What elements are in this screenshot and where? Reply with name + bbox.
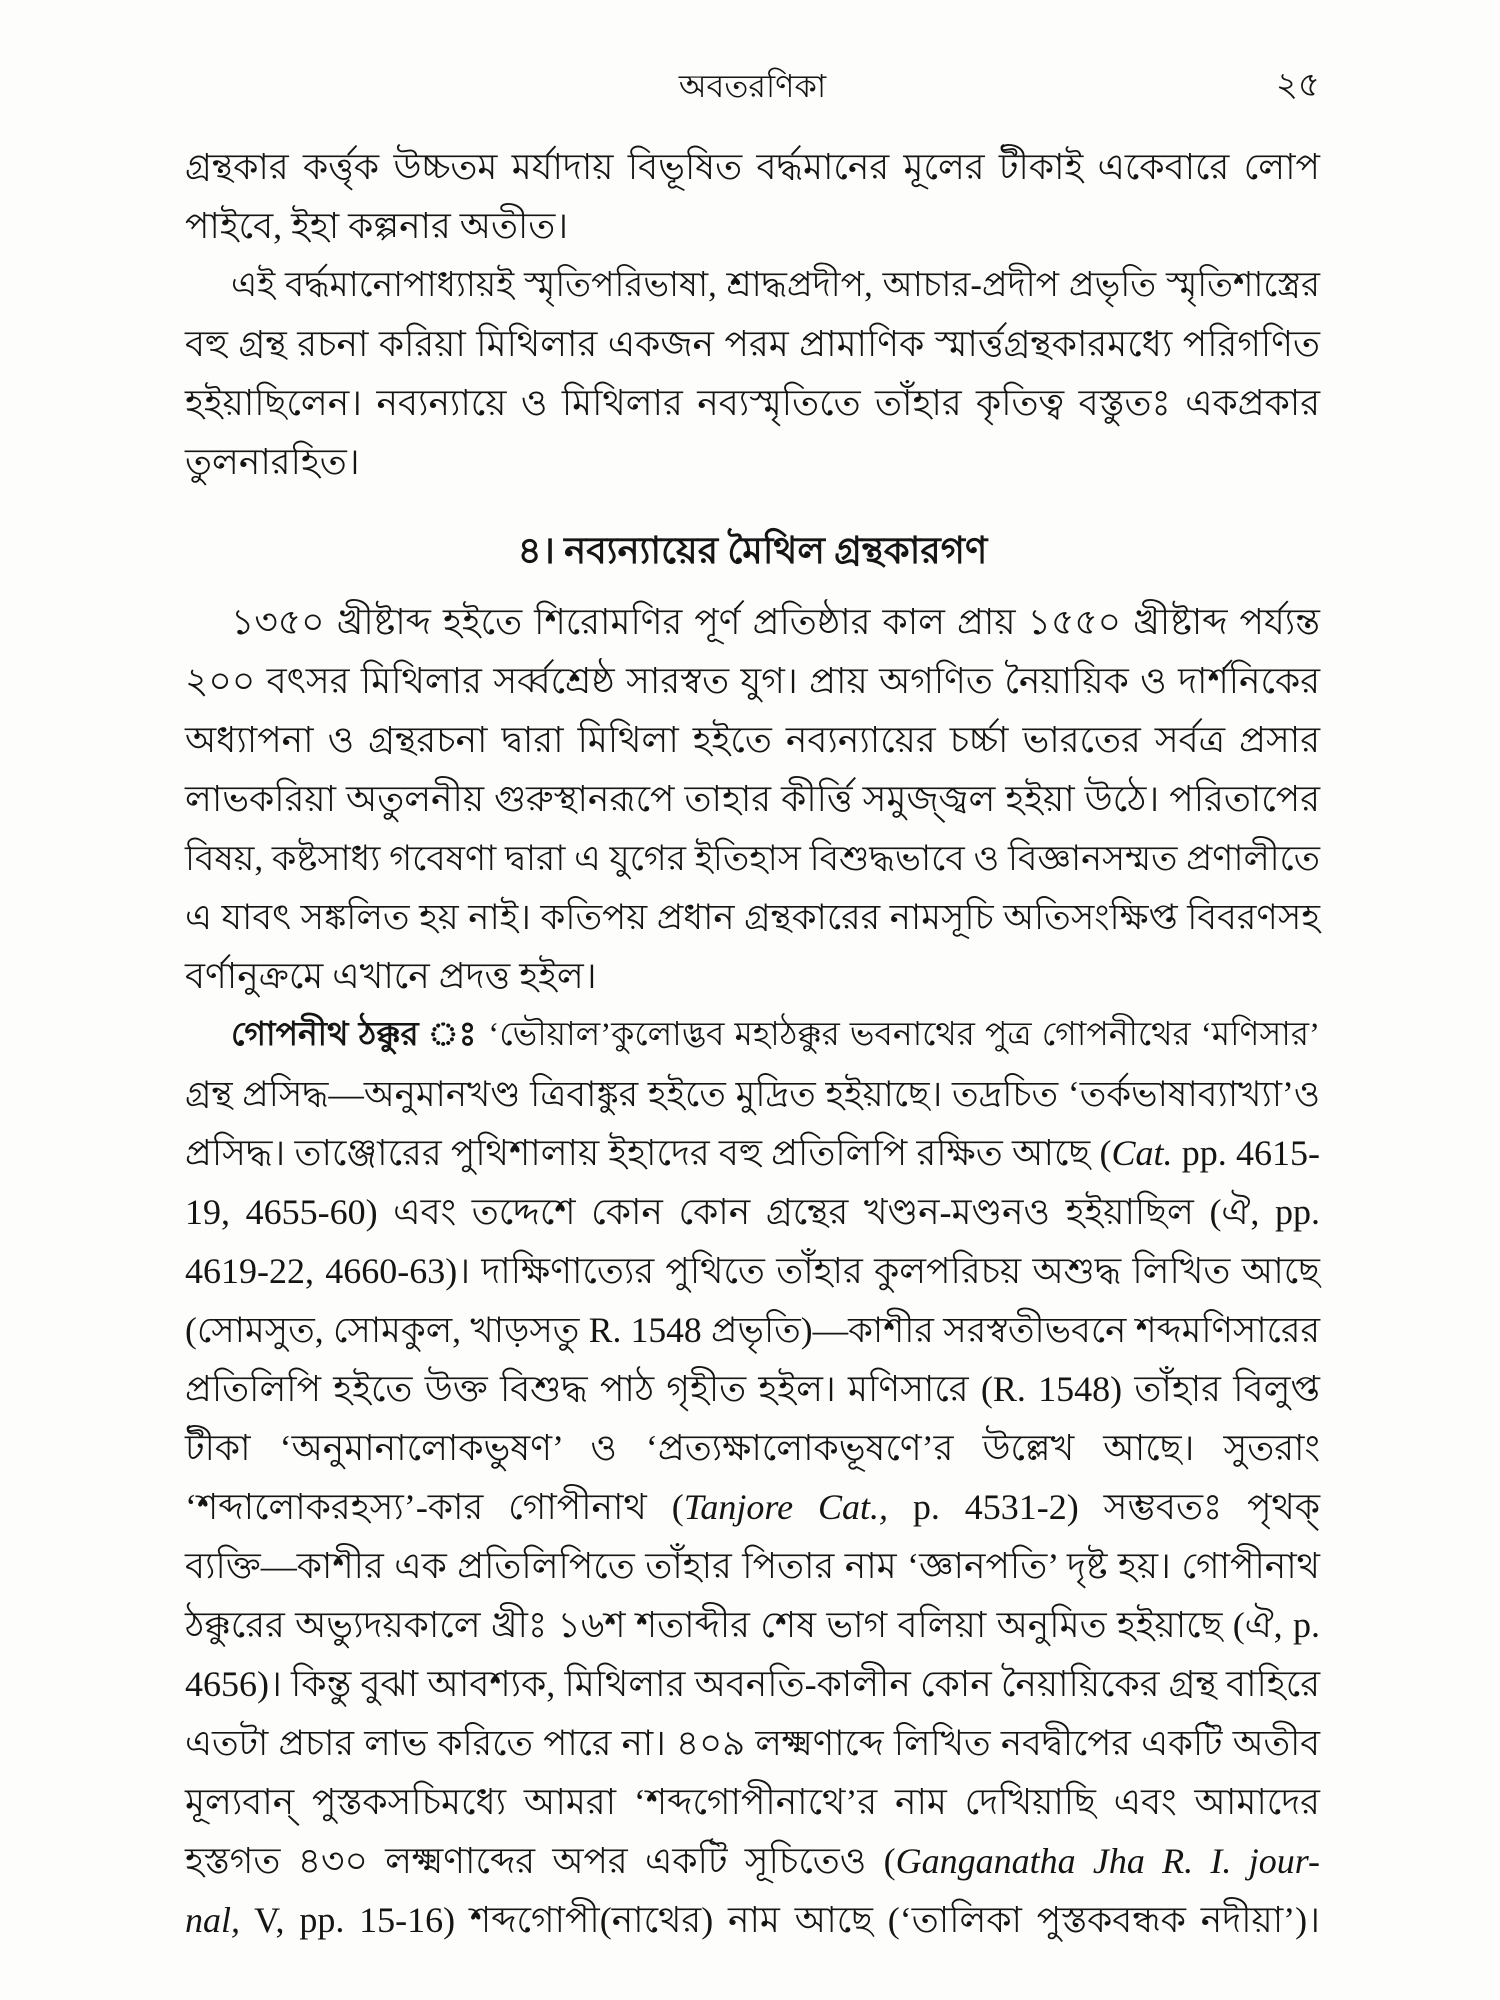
text-line	[185, 1301, 1320, 1360]
page-number: ২৫	[1275, 67, 1320, 104]
text-run: ‘শব্দালোকরহস্য’-কার গোপীনাথ (	[185, 1487, 684, 1527]
text-run: ঠক্কুরের অভ্যুদয়কালে খ্রীঃ ১৬শ শতাব্দীর শেষ ভাগ বলিয়া অনুমিত হইয়াছে (ঐ, p.	[185, 1605, 1320, 1645]
text-line	[185, 1891, 1320, 1950]
text-line	[185, 1242, 1320, 1301]
text-line	[185, 1773, 1320, 1832]
text-run: pp. 4615-	[1172, 1133, 1320, 1173]
running-head-title: অবতরণিকা	[678, 68, 827, 104]
page-body	[185, 138, 1320, 1950]
text-run: তুলনারহিত।	[185, 442, 360, 482]
text-run: হস্তগত ৪৩০ লক্ষ্মণাব্দের অপর একটি সূচিতেও (	[185, 1841, 896, 1881]
citation-text: Tanjore Cat.,	[683, 1487, 888, 1527]
text-line	[185, 1183, 1320, 1242]
text-run: V, pp. 15-16) শব্দগোপী(নাথের) নাম আছে (‘তালিকা পুস্তকবন্ধক নদীয়া’)।	[240, 1900, 1320, 1940]
text-line	[185, 1124, 1320, 1183]
text-run: এ যাবৎ সঙ্কলিত হয় নাই। কতিপয় প্রধান গ্রন্থকারের নামসূচি অতিসংক্ষিপ্ত বিবরণসহ	[185, 897, 1320, 937]
text-run: (সোমসুত, সোমকুল, খাড়সতু R. 1548 প্রভৃতি)—কাশীর সরস্বতীভবনে শব্দমণিসারের	[185, 1310, 1320, 1350]
text-line	[185, 829, 1320, 888]
text-run: বিষয়, কষ্টসাধ্য গবেষণা দ্বারা এ যুগের ইতিহাস বিশুদ্ধভাবে ও বিজ্ঞানসম্মত প্রণালীতে	[185, 839, 1320, 878]
text-run: প্রতিলিপি হইতে উক্ত বিশুদ্ধ পাঠ গৃহীত হইল। মণিসারে (R. 1548) তাঁহার বিলুপ্ত	[185, 1369, 1320, 1409]
text-run: গ্রন্থকার কর্ত্তৃক উচ্চতম মর্যাদায় বিভূষিত বর্দ্ধমানের মূলের টীকাই একেবারে লোপ	[185, 147, 1320, 187]
text-line	[185, 1714, 1320, 1773]
text-line	[185, 888, 1320, 947]
text-run: লাভকরিয়া অতুলনীয় গুরুস্থানরূপে তাহার কীর্ত্তি সমুজ্জ্বল হইয়া উঠে। পরিতাপের	[185, 779, 1320, 819]
paragraph	[185, 256, 1320, 492]
text-run: মূল্যবান্ পুস্তকসচিমধ্যে আমরা ‘শব্দগোপীনাথে’র নাম দেখিয়াছি এবং আমাদের	[185, 1782, 1320, 1822]
text-run: অধ্যাপনা ও গ্রন্থরচনা দ্বারা মিথিলা হইতে নব্যন্যায়ের চর্চ্চা ভারতের সর্বত্র প্রসার	[185, 720, 1320, 760]
text-line	[185, 1360, 1320, 1419]
text-run: প্রসিদ্ধ। তাঞ্জোরের পুথিশালায় ইহাদের বহু প্রতিলিপি রক্ষিত আছে (	[185, 1133, 1112, 1173]
text-run: 4619-22, 4660-63)। দাক্ষিণাত্যের পুথিতে তাঁহার কুলপরিচয় অশুদ্ধ লিখিত আছে	[185, 1251, 1320, 1291]
text-run: ‘ভৌয়াল’কুলোদ্ভব মহাঠক্কুর ভবনাথের পুত্র গোপনীথের ‘মণিসার’	[478, 1017, 1320, 1053]
text-run: গ্রন্থ প্রসিদ্ধ—অনুমানখণ্ড ত্রিবাঙ্কুর হইতে মুদ্রিত হইয়াছে। তদ্রচিত ‘তর্কভাষাব্যাখ্যা’ও	[185, 1074, 1320, 1114]
text-line	[185, 770, 1320, 829]
text-run: 4656)। কিন্তু বুঝা আবশ্যক, মিথিলার অবনতি-কালীন কোন নৈয়ায়িকের গ্রন্থ বাহিরে	[185, 1664, 1320, 1704]
text-line	[185, 947, 1320, 1006]
text-line	[185, 256, 1320, 315]
text-line	[185, 652, 1320, 711]
text-run: ২০০ বৎসর মিথিলার সর্ব্বশ্রেষ্ঠ সারস্বত যুগ। প্রায় অগণিত নৈয়ায়িক ও দার্শনিকের	[185, 661, 1320, 701]
text-run: 19, 4655-60) এবং তদ্দেশে কোন কোন গ্রন্থের খণ্ডন-মণ্ডনও হইয়াছিল (ঐ, pp.	[185, 1192, 1320, 1232]
paragraph	[185, 593, 1320, 1006]
text-line	[185, 1655, 1320, 1714]
citation-text: Ganganatha Jha R. I. jour-	[895, 1841, 1320, 1881]
text-line	[185, 1537, 1320, 1596]
paragraph	[185, 138, 1320, 256]
text-line	[185, 1419, 1320, 1478]
citation-text: nal,	[185, 1900, 241, 1940]
text-run: এতটা প্রচার লাভ করিতে পারে না। ৪০৯ লক্ষ্মণাব্দে লিখিত নবদ্বীপের একটি অতীব	[185, 1723, 1320, 1763]
paragraph	[185, 1006, 1320, 1950]
text-run: বর্ণানুক্রমে এখানে প্রদত্ত হইল।	[185, 956, 597, 996]
text-run: ১৩৫০ খ্রীষ্টাব্দ হইতে শিরোমণির পূর্ণ প্রতিষ্ঠার কাল প্রায় ১৫৫০ খ্রীষ্টাব্দ পর্য্যন্ত	[231, 602, 1320, 642]
text-line	[185, 433, 1320, 492]
text-line	[185, 315, 1320, 374]
text-run: বহু গ্রন্থ রচনা করিয়া মিথিলার একজন পরম প্রামাণিক স্মার্ত্তগ্রন্থকারমধ্যে পরিগণিত	[185, 324, 1320, 364]
text-line	[185, 1478, 1320, 1537]
text-run: টীকা ‘অনুমানালোকভুষণ’ ও ‘প্রত্যক্ষালোকভূষণে’র উল্লেখ আছে। সুতরাং	[185, 1428, 1320, 1468]
text-line	[185, 593, 1320, 652]
text-line	[185, 1832, 1320, 1891]
text-line	[185, 197, 1320, 256]
text-run: ব্যক্তি—কাশীর এক প্রতিলিপিতে তাঁহার পিতার নাম ‘জ্ঞানপতি’ দৃষ্ট হয়। গোপীনাথ	[185, 1546, 1320, 1586]
entry-title: গোপনীথ ঠক্কুর ঃ	[231, 1017, 479, 1053]
text-run: এই বর্দ্ধমানোপাধ্যায়ই স্মৃতিপরিভাষা, শ্রাদ্ধপ্রদীপ, আচার-প্রদীপ প্রভৃতি স্মৃতিশাস্ত্রের	[231, 266, 1320, 304]
text-line	[185, 711, 1320, 770]
section-heading: ৪। নব্যন্যায়ের মৈথিল গ্রন্থকারগণ	[517, 531, 988, 572]
text-line	[185, 374, 1320, 433]
text-line	[185, 1006, 1320, 1065]
text-run: পাইবে, ইহা কল্পনার অতীত।	[185, 206, 569, 246]
text-run: হইয়াছিলেন। নব্যন্যায়ে ও মিথিলার নব্যস্মৃতিতে তাঁহার কৃতিত্ব বস্তুতঃ একপ্রকার	[185, 383, 1320, 423]
text-line	[185, 1596, 1320, 1655]
running-head	[185, 58, 1320, 114]
citation-text: Cat.	[1111, 1133, 1173, 1173]
text-line	[185, 138, 1320, 197]
text-line	[185, 1065, 1320, 1124]
text-run: p. 4531-2) সম্ভবতঃ পৃথক্	[887, 1487, 1320, 1527]
